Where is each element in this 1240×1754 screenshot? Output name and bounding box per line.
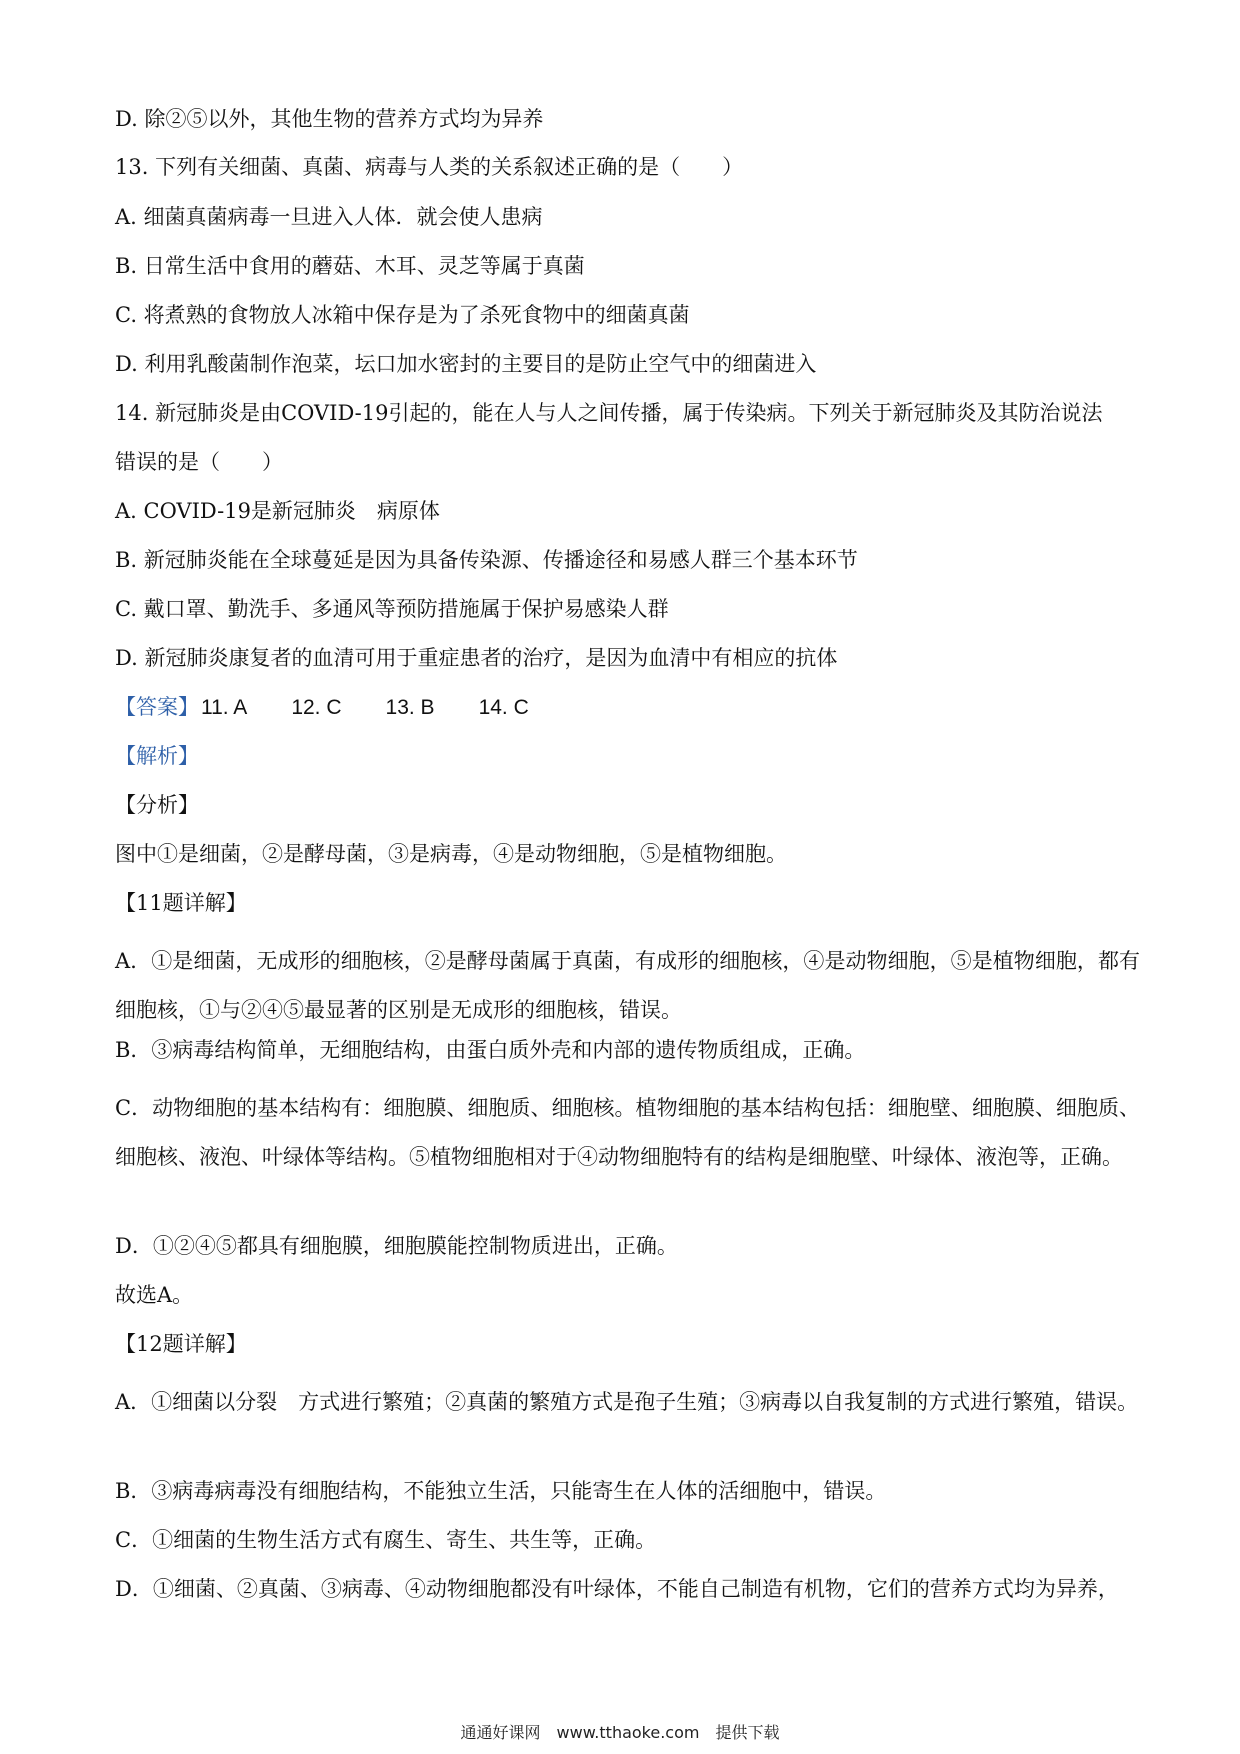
q13-option-d: D. 利用乳酸菌制作泡菜，坛口加水密封的主要目的是防止空气中的细菌进入 [115, 352, 817, 376]
answer-label: 【答案】 [115, 695, 199, 719]
detail12-a: A．①细菌以分裂 方式进行繁殖；②真菌的繁殖方式是孢子生殖；③病毒以自我复制的方式进行繁殖，错误。 [115, 1390, 1139, 1414]
answer-item: 11. A [201, 696, 248, 719]
q14-option-d: D. 新冠肺炎康复者的血清可用于重症患者的治疗，是因为血清中有相应的抗体 [115, 646, 838, 670]
q14-stem-line2: 错误的是（ ） [115, 450, 283, 474]
answer-items [201, 692, 573, 723]
analysis-label: 【解析】 [115, 744, 199, 768]
q13-option-a: A. 细菌真菌病毒一旦进入人体．就会使人患病 [115, 205, 543, 229]
q14-option-b: B. 新冠肺炎能在全球蔓延是因为具备传染源、传播途径和易感人群三个基本环节 [115, 548, 858, 572]
detail11-a: A．①是细菌，无成形的细胞核，②是酵母菌属于真菌，有成形的细胞核，④是动物细胞，⑤是植物细胞，都有细胞核，①与②④⑤最显著的区别是无成形的细胞核，错误。 [115, 949, 1140, 1022]
answer-item: 14. C [478, 696, 529, 719]
detail11-label: 【11题详解】 [115, 891, 247, 915]
q13-stem: 13. 下列有关细菌、真菌、病毒与人类的关系叙述正确的是（ ） [115, 155, 744, 179]
detail12-d: D．①细菌、②真菌、③病毒、④动物细胞都没有叶绿体，不能自己制造有机物，它们的营养方式均为异养， [115, 1577, 1119, 1601]
detail11-c: C．动物细胞的基本结构有：细胞膜、细胞质、细胞核。植物细胞的基本结构包括：细胞壁、细胞膜、细胞质、细胞核、液泡、叶绿体等结构。⑤植物细胞相对于④动物细胞特有的结构是细胞壁、叶绿体、液泡等，正确。 [115, 1096, 1140, 1169]
fenxi-text: 图中①是细菌，②是酵母菌，③是病毒，④是动物细胞，⑤是植物细胞。 [115, 842, 787, 866]
answer-item: 13. B [385, 696, 435, 719]
detail11-b: B．③病毒结构简单，无细胞结构，由蛋白质外壳和内部的遗传物质组成，正确。 [115, 1038, 866, 1062]
fenxi-label: 【分析】 [115, 793, 199, 817]
answer-item: 12. C [291, 696, 342, 719]
q12-option-d: D. 除②⑤以外，其他生物的营养方式均为异养 [115, 107, 544, 131]
answer-row [115, 692, 1140, 723]
detail11-d: D．①②④⑤都具有细胞膜，细胞膜能控制物质进出，正确。 [115, 1234, 678, 1258]
detail12-b: B．③病毒病毒没有细胞结构，不能独立生活，只能寄生在人体的活细胞中，错误。 [115, 1479, 887, 1503]
page-footer: 通通好课网 www.tthaoke.com 提供下载 [460, 1723, 780, 1742]
detail12-label: 【12题详解】 [115, 1332, 247, 1356]
detail12-c: C．①细菌的生物生活方式有腐生、寄生、共生等，正确。 [115, 1528, 657, 1552]
q14-option-a: A. COVID-19是新冠肺炎 病原体 [115, 499, 440, 523]
detail11-conclusion: 故选A。 [115, 1283, 194, 1307]
q14-stem-line1: 14. 新冠肺炎是由COVID-19引起的，能在人与人之间传播，属于传染病。下列关于新冠肺炎及其防治说法 [115, 401, 1103, 425]
q14-option-c: C. 戴口罩、勤洗手、多通风等预防措施属于保护易感染人群 [115, 597, 669, 621]
q13-option-c: C. 将煮熟的食物放人冰箱中保存是为了杀死食物中的细菌真菌 [115, 303, 690, 327]
q13-option-b: B. 日常生活中食用的蘑菇、木耳、灵芝等属于真菌 [115, 254, 585, 278]
